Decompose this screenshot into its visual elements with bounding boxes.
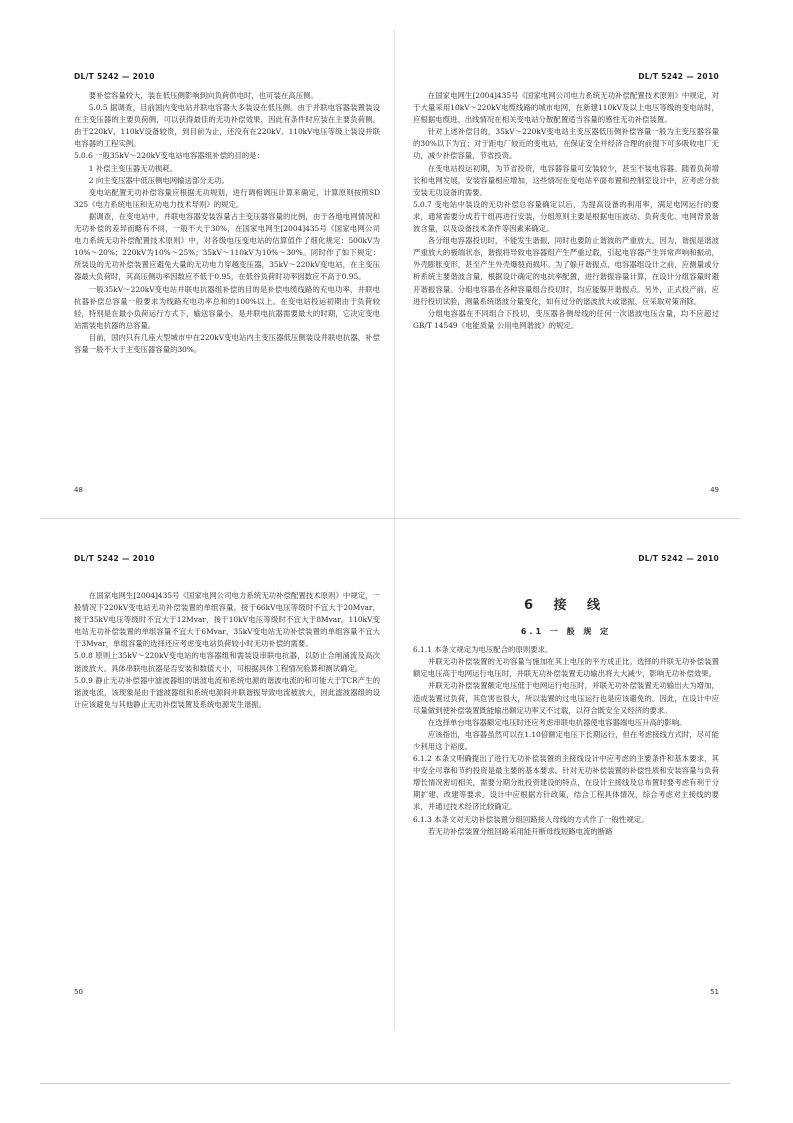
paragraph: 分组电容器在不同组合下投切，变压器各侧母线的任何一次谐波电压含量，均不应超过GB/T 14549《电能质量 公用电网谐波》的规定。 xyxy=(413,308,719,330)
page-fold-horizontal xyxy=(40,518,740,519)
page-fold-vertical xyxy=(394,30,395,1030)
paragraph: 变电站配置无功补偿容量应根据无功规划，进行调相调压计算来确定，计算原则按照SD 325《电力系统电压和无功电力技术导则》的规定。 xyxy=(74,187,380,209)
page-body xyxy=(413,90,719,332)
clause-5-0-6: 5.0.6 一般35kV～220kV变电站电容器组补偿的目的是： xyxy=(74,151,264,161)
running-header: DL/T 5242 — 2010 xyxy=(638,72,719,81)
page-number: 50 xyxy=(74,988,83,996)
paragraph: 目前，国内只有几座大型城市中在220kV变电站内主变压器低压侧装设并联电抗器，补偿容量一般不大于主变压器容量的30%。 xyxy=(74,332,380,354)
running-header: DL/T 5242 — 2010 xyxy=(74,72,155,81)
paragraph: 若无功补偿装置分组回路采用能开断母线短路电流的断路 xyxy=(427,826,613,836)
page-number: 51 xyxy=(710,988,719,996)
document-page-51 xyxy=(403,540,725,1002)
page-body xyxy=(413,584,719,838)
paragraph: 针对上述补偿目的，35kV～220kV变电站主变压器低压侧补偿容量一般为主变压器容量的30%以下为宜；对于距电厂较近的变电站，在保证安全并经济合理的前提下可多吸收电厂无功，减少补偿容量，节省投资。 xyxy=(413,127,719,161)
page-number: 49 xyxy=(710,486,719,494)
paragraph: 要补偿容量较大，装在低压侧影响到向负荷供电时，也可装在高压侧。 xyxy=(88,91,318,100)
clause-6-1-2: 6.1.2 本条文明确提出了进行无功补偿装置的主接线设计中应考虑的主要条件和基本要求，其中安全可靠和节约投资是最主要的基本要求。针对无功补偿装置的补偿性质和安装容量与负荷增长情况密切相关，需要分期分批投资建设的特点，在设计主接线及总布置时要考虑有利于分期扩建、改建等要求。设计中应根据方针政策，结合工程具体情况，综合考虑对主接线的要求，并通过技术经济比较确定。 xyxy=(413,754,719,812)
page-body xyxy=(74,90,380,356)
clause-6-1-3: 6.1.3 本条文对无功补偿装置分组回路接入母线的方式作了一般性规定。 xyxy=(413,814,649,824)
list-item: 1 补偿主变压器无功损耗。 xyxy=(88,163,178,173)
paragraph: 在变电站投运初期，为节省投资，电容器容量可安装较少，甚至不装电容器。随着负荷增长和电网发展，安装容量相应增加，这些情况在变电站平面布置和控制室设计中，应考虑分批安装无功设备的需要。 xyxy=(413,163,719,197)
paragraph: 在国家电网生[2004]435号《国家电网公司电力系统无功补偿配置技术原则》中规定，对于大量采用10kV～220kV电缆线路的城市电网，在新建110kV及以上电压等级的变电站时，应根据电缆进、出线情况在相关变电站分散配置适当容量的感性无功补偿装置。 xyxy=(413,91,719,125)
scan-bottom-rule xyxy=(40,1083,730,1084)
chapter-title: 6 接 线 xyxy=(523,598,609,613)
page-body xyxy=(74,590,380,711)
page-number: 48 xyxy=(74,486,83,494)
clause-5-0-8: 5.0.8 原则上35kV～220kV变电站的电容器组和需装设串联电抗器，以防止合闸涌流及高次谐波放大。具体串联电抗器是否安装和数值大小，可根据具体工程情况验算和测试确定。 xyxy=(74,651,380,673)
clause-5-0-9: 5.0.9 静止无功补偿器中滤波器组的谐波电流和系统电源的谐波电流的和可能大于TCR产生的谐波电流，该现象是由于滤波器组和系统电源间并联谐振导致电流被放大，因此滤波器组的设计应该避免与其他静止无功补偿装置及系统电源发生谐振。 xyxy=(74,675,380,709)
document-page-49 xyxy=(403,58,725,500)
clause-6-1-1: 6.1.1 本条文规定为电压配合的原则要求。 xyxy=(413,645,553,655)
list-item: 2 向主变压器中低压侧电网输送部分无功。 xyxy=(88,175,229,185)
paragraph: 一般35kV～220kV变电站并联电抗器组补偿的目的是补偿电缆线路的充电功率，并联电抗器补偿总容量一般要求为线路充电功率总和的100%以上。在变电站投运初期由于负荷较轻，特别是在最小负荷运行方式下，输送容量小，是并联电抗器需要最大的时期，它决定变电站需装电抗器的总容量。 xyxy=(74,284,380,330)
paragraph: 据调查，在变电站中，并联电容器安装容量占主变压器容量的比例，由于各地电网情况和无功补偿的差异而略有不同，一般不大于30%，在国家电网生[2004]435号《国家电网公司电力系统无功补偿配置技术原则》中，对各级电压变电站的估算值作了细化规定：500kV为10%～20%；220kV为10%～25%；35kV～110kV为10%～30%。同时作了如下规定：所装设的无功补偿装置应避免大量的无功电力穿越变压器，35kV～220kV变电站，在主变压器最大负荷时，其高压侧功率因数应不低于0.95，在低谷负荷时功率因数应不高于0.95。 xyxy=(74,211,380,282)
paragraph: 在选择单台电容器额定电压时还应考虑串联电抗器使电容器端电压升高的影响。 xyxy=(427,717,687,727)
document-page-50 xyxy=(64,540,386,1002)
paragraph: 各分组电容器投切时，不能发生谐振，同时也要防止谐波的严重放大。因为，谐振是谐波严重放大的极端状态，谐振将导致电容器组产生严重过载，引起电容器产生异常声响和振动，外壳膨胀变形，甚至产生外壳爆裂而损坏。为了躲开谐振点，电容器组设计之前，应测量或分析系统主要谐波含量，根据设计确定的电抗率配置，进行谐振容量计算，在设计分组容量时避开谐振容量。分组电容器在各种容量组合投切时，均应能躲开谐振点。另外，正式投产前，应进行投切试验，测量系统谐波分量变化，如有过分的谐波放大或谐振，应采取对策消除。 xyxy=(413,236,719,306)
clause-5-0-5: 5.0.5 据调查，目前国内变电站并联电容器大多装设在低压侧。由于并联电容器装置装设在主变压器的主要负荷侧，可以获得最佳的无功补偿效果，因此有条件时应装在主要负荷侧。由于220kV、110kV设备较贵，到目前为止，还没有在220kV、110kV电压等级上装设并联电容器的工程实例。 xyxy=(74,103,380,149)
paragraph: 并联无功补偿装置额定电压低于电网运行电压时，并联无功补偿装置无功输出大为增加，造成装置过负荷，其危害也很大，所以装置的过电压运行也是应该避免的。因此，在设计中应尽量做到使补偿装置既能输出额定功率又不过载，以符合既安全又经济的要求。 xyxy=(413,681,719,715)
clause-5-0-7: 5.0.7 变电站中装设的无功补偿总容量确定以后，为提高设备的利用率，满足电网运行的要求，通常需要分成若干组再进行安装，分组原则主要是根据电压波动、负荷变化、电网背景谐波含量，以及设备技术条件等因素来确定。 xyxy=(413,199,719,234)
document-page-48 xyxy=(64,58,386,500)
paragraph: 应该指出，电容器虽然可以在1.10倍额定电压下长期运行，但在考虑接线方式时，尽可能少利用这个裕度。 xyxy=(413,729,719,751)
running-header: DL/T 5242 — 2010 xyxy=(74,554,155,563)
running-header: DL/T 5242 — 2010 xyxy=(638,554,719,563)
section-title: 6.1 一 般 规 定 xyxy=(520,627,612,637)
paragraph: 在国家电网生[2004]435号《国家电网公司电力系统无功补偿配置技术原则》中规定，一般情况下220kV变电站无功补偿装置的单组容量，接于66kV电压等级时不宜大于20Mvar，接于35kV电压等级时不宜大于12Mvar，接于10kV电压等级时不宜大于8Mvar。110kV变电站无功补偿装置的单组容量不宜大于6Mvar，35kV变电站无功补偿装置的单组容量不宜大于3Mvar，单组容量的选择还应考虑变电站负荷较小时无功补偿的需要。 xyxy=(74,591,380,649)
paragraph: 并联无功补偿装置的无功容量与施加在其上电压的平方成正比。选择的并联无功补偿装置额定电压高于电网运行电压时，并联无功补偿装置无功输出将大大减少，影响无功补偿效果。 xyxy=(413,657,719,679)
